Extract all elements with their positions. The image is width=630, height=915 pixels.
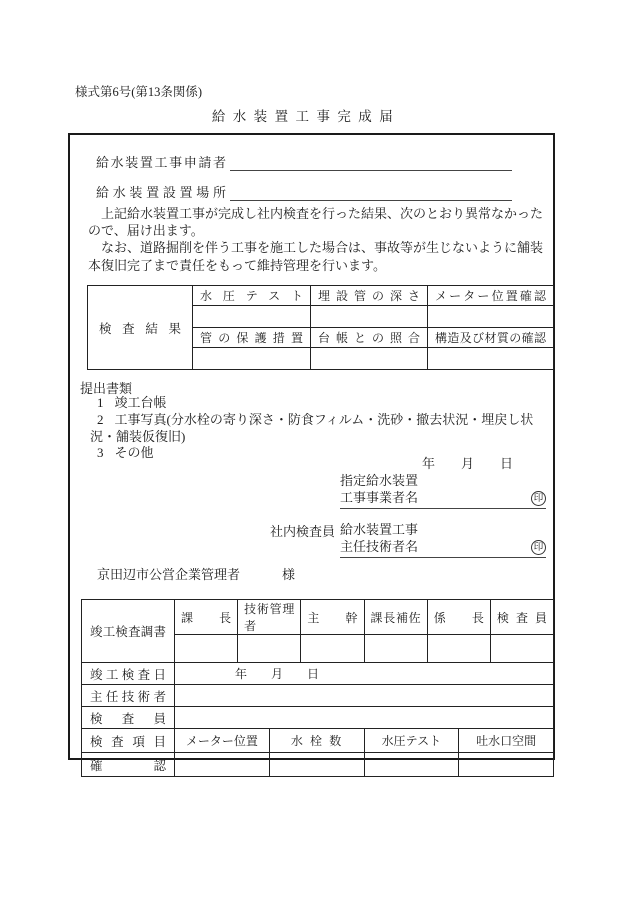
engineer-label-line1: 給水装置工事 bbox=[340, 522, 419, 537]
approval-stamp-cell bbox=[364, 635, 427, 663]
document-item-text: その他 bbox=[114, 445, 154, 461]
inspection-header-pressure-test: 水圧テスト bbox=[193, 286, 311, 306]
chief-engineer-row-label: 主任技術者 bbox=[82, 685, 175, 707]
document-item-2 bbox=[90, 412, 548, 446]
form-number: 様式第6号(第13条関係) bbox=[75, 85, 203, 99]
approval-header-inspector: 検査員 bbox=[490, 600, 553, 635]
inspection-result-table bbox=[87, 285, 554, 370]
confirmation-cell bbox=[175, 753, 270, 777]
inspection-blank-cell bbox=[193, 348, 311, 370]
seal-mark-icon: 印 bbox=[531, 491, 546, 506]
inspection-header-pipe-protection: 管の保護措置 bbox=[193, 328, 311, 348]
approval-stamp-cell bbox=[301, 635, 364, 663]
internal-inspector-label: 社内検査員 bbox=[270, 524, 336, 539]
inspection-blank-cell bbox=[428, 348, 554, 370]
inspector-row-label: 検査員 bbox=[82, 707, 175, 729]
inspection-items-row-label: 検査項目 bbox=[82, 729, 175, 753]
contractor-signature-line bbox=[340, 489, 546, 509]
completion-date-label: 竣工検査日 bbox=[82, 663, 175, 685]
signature-date-line: 年 月 日 bbox=[422, 456, 514, 471]
item-header-faucet-count: 水栓数 bbox=[269, 729, 364, 753]
confirmation-cell bbox=[459, 753, 554, 777]
confirmation-row-label: 確認 bbox=[82, 753, 175, 777]
document-item-1 bbox=[90, 395, 548, 412]
addressee-name: 京田辺市公営企業管理者 bbox=[97, 567, 241, 582]
location-label: 給水装置設置場所 bbox=[96, 185, 226, 200]
inspection-blank-cell bbox=[311, 348, 428, 370]
inspection-header-material-check: 構造及び材質の確認 bbox=[428, 328, 554, 348]
inspector-value-cell bbox=[175, 707, 554, 729]
seal-mark-icon: 印 bbox=[531, 540, 546, 555]
statement-paragraph-1: 上記給水装置工事が完成し社内検査を行った結果、次のとおり異常なかったので、届け出ます。 bbox=[88, 206, 544, 239]
approval-header-subsection-chief: 係長 bbox=[427, 600, 490, 635]
approval-header-senior-staff: 主幹 bbox=[301, 600, 364, 635]
contractor-label-line2: 工事事業者名 bbox=[340, 490, 419, 505]
approval-stamp-cell bbox=[238, 635, 301, 663]
location-field-row bbox=[96, 182, 512, 201]
statement-paragraph-2: なお、道路掘削を伴う工事を施工した場合は、事故等が生じないように舗装本復旧完了まで責任をもって維持管理を行います。 bbox=[88, 240, 544, 273]
applicant-blank-line bbox=[230, 155, 512, 171]
engineer-signature-line bbox=[340, 538, 546, 558]
inspection-blank-cell bbox=[311, 306, 428, 328]
item-header-spout-gap: 吐水口空間 bbox=[459, 729, 554, 753]
location-blank-line bbox=[230, 185, 512, 201]
confirmation-cell bbox=[269, 753, 364, 777]
engineer-label-line2: 主任技術者名 bbox=[340, 539, 419, 554]
addressee-honorific: 様 bbox=[282, 567, 296, 582]
document-item-number: 3 bbox=[97, 445, 104, 461]
inspection-blank-cell bbox=[428, 306, 554, 328]
confirmation-cell bbox=[364, 753, 459, 777]
chief-engineer-value-cell bbox=[175, 685, 554, 707]
form-frame bbox=[68, 133, 555, 773]
document-item-number: 1 bbox=[97, 395, 104, 410]
item-header-pressure-test: 水圧テスト bbox=[364, 729, 459, 753]
inspection-row-label: 検査結果 bbox=[88, 286, 193, 370]
document-item-number: 2 bbox=[97, 411, 104, 427]
completion-report-label: 竣工検査調書 bbox=[82, 600, 175, 663]
documents-section-title: 提出書類 bbox=[80, 381, 133, 396]
contractor-label-line1: 指定給水装置 bbox=[340, 473, 419, 488]
inspection-blank-cell bbox=[193, 306, 311, 328]
item-header-meter-position: メーター位置 bbox=[175, 729, 270, 753]
chief-engineer-signature-block bbox=[340, 521, 546, 558]
document-item-text: 工事写真(分水栓の寄り深さ・防食フィルム・洗砂・撤去状況・埋戻し状況・舗装仮復旧) bbox=[90, 411, 534, 444]
inspection-header-pipe-depth: 埋設管の深さ bbox=[311, 286, 428, 306]
approval-header-assistant-chief: 課長補佐 bbox=[364, 600, 427, 635]
inspection-header-meter-position: メーター位置確認 bbox=[428, 286, 554, 306]
inspection-header-ledger-check: 台帳との照合 bbox=[311, 328, 428, 348]
approval-header-technical-manager: 技術管理者 bbox=[238, 600, 301, 635]
completion-inspection-table bbox=[81, 599, 554, 777]
statement-text bbox=[88, 205, 545, 274]
addressee-row bbox=[97, 564, 295, 583]
applicant-label: 給水装置工事申請者 bbox=[96, 155, 226, 170]
approval-header-section-chief: 課長 bbox=[175, 600, 238, 635]
approval-stamp-cell bbox=[427, 635, 490, 663]
completion-date-value: 年 月 日 bbox=[175, 663, 554, 685]
contractor-signature-block bbox=[340, 472, 546, 509]
approval-stamp-cell bbox=[490, 635, 553, 663]
approval-stamp-cell bbox=[175, 635, 238, 663]
page-title: 給水装置工事完成届 bbox=[211, 109, 401, 124]
document-item-text: 竣工台帳 bbox=[114, 395, 167, 410]
applicant-field-row bbox=[96, 152, 512, 171]
